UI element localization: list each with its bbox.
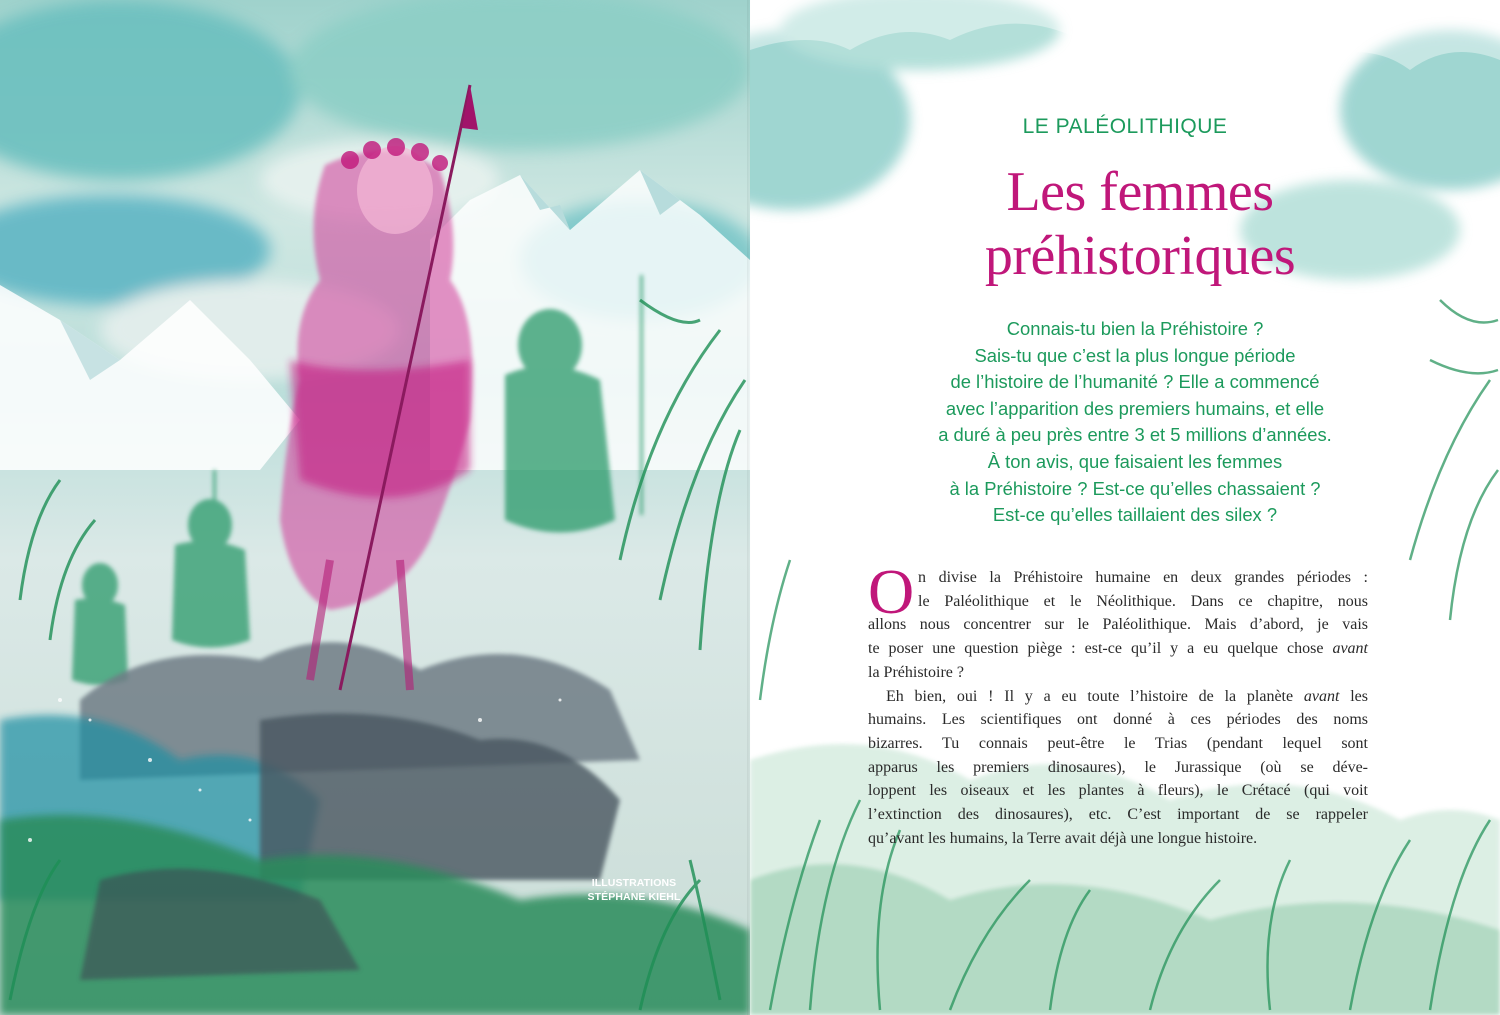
- body-text-run: Eh bien, oui ! Il y a eu toute l’histoire de la planète: [886, 687, 1304, 705]
- intro-line: Sais-tu que c’est la plus longue période: [974, 344, 1296, 366]
- body-line: [868, 685, 1368, 709]
- body-line: n divise la Préhistoire humaine en deux grandes périodes :: [918, 569, 1368, 586]
- body-line: [868, 637, 1368, 661]
- body-line: l’extinction des dinosaures), etc. C’est important de se rappeler: [868, 806, 1368, 824]
- body-line: allons nous concentrer sur le Paléolithique. Mais d’abord, je vais: [868, 616, 1368, 634]
- intro-paragraph: [750, 316, 1500, 529]
- emphasis: avant: [1303, 687, 1340, 705]
- body-line: qu’avant les humains, la Terre avait déjà une longue histoire.: [868, 829, 1258, 847]
- intro-line: avec l’apparition des premiers humains, et elle: [945, 397, 1325, 419]
- body-line: loppent les oiseaux et les plantes à fleurs), le Crétacé (qui voit: [868, 782, 1368, 800]
- drop-cap: O: [868, 556, 915, 627]
- body-line: apparus les premiers dinosaures), le Jurassique (où se déve-: [868, 758, 1368, 776]
- intro-line: de l’histoire de l’humanité ? Elle a commencé: [950, 371, 1320, 393]
- title-line-1: Les femmes: [1006, 161, 1274, 223]
- text-page: [750, 0, 1500, 1015]
- body-line: la Préhistoire ?: [868, 663, 964, 681]
- page-title: [750, 160, 1500, 288]
- body-text-run: te poser une question piège : est-ce qu’il y a eu quelque chose: [868, 640, 1333, 658]
- intro-line: Est-ce qu’elles taillaient des silex ?: [992, 504, 1278, 526]
- body-text-run: les: [1339, 687, 1368, 705]
- book-gutter: [747, 0, 753, 1015]
- credit-line-1: ILLUSTRATIONS: [591, 877, 677, 889]
- body-text: [868, 556, 1368, 850]
- intro-line: à la Préhistoire ? Est-ce qu’elles chassaient ?: [949, 477, 1321, 499]
- intro-line: À ton avis, que faisaient les femmes: [987, 450, 1283, 472]
- emphasis: avant: [1332, 640, 1368, 658]
- intro-line: Connais-tu bien la Préhistoire ?: [1006, 318, 1264, 339]
- illustration-credit: [568, 876, 700, 904]
- chapter-kicker: LE PALÉOLITHIQUE: [1022, 115, 1228, 138]
- intro-line: a duré à peu près entre 3 et 5 millions d’années.: [938, 424, 1332, 446]
- body-line: bizarres. Tu connais peut-être le Trias (pendant lequel sont: [868, 734, 1368, 752]
- body-line: le Paléolithique et le Néolithique. Dans ce chapitre, nous: [918, 592, 1368, 610]
- credit-line-2: STÉPHANE KIEHL: [587, 891, 681, 903]
- title-line-2: préhistoriques: [984, 225, 1296, 287]
- rocks: [0, 642, 750, 1015]
- body-line: humains. Les scientifiques ont donné à ces périodes des noms: [868, 711, 1368, 729]
